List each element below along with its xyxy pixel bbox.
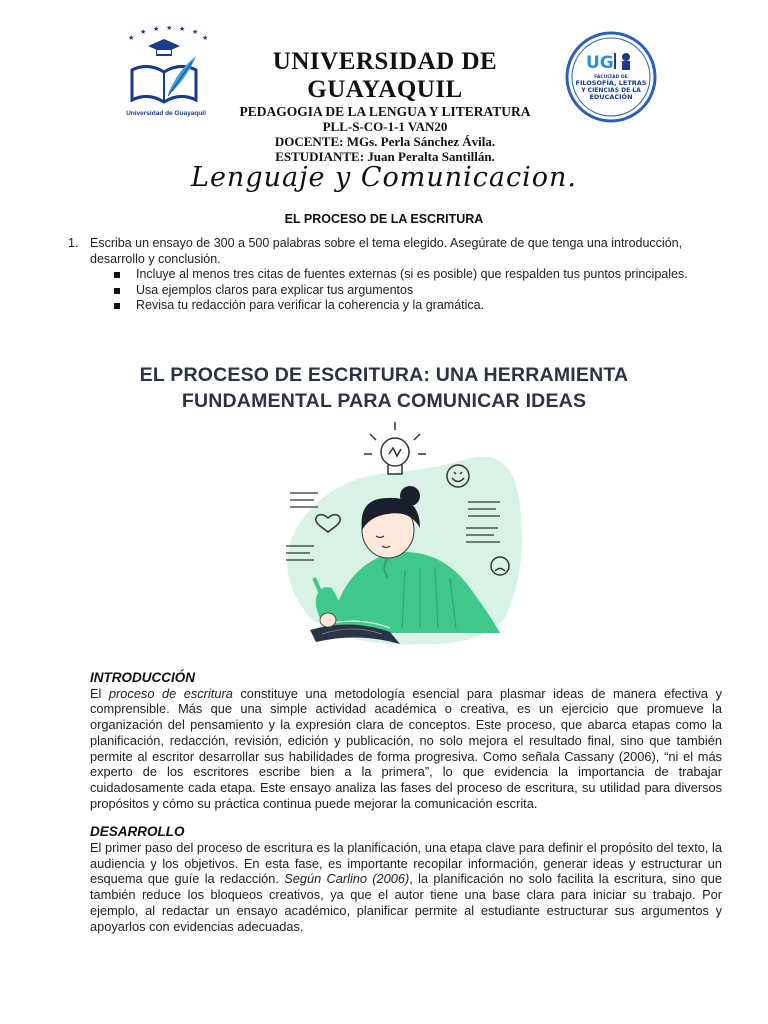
course-title: Lenguaje y Comunicacion. [191, 162, 577, 193]
introduction-paragraph [90, 686, 722, 812]
essay-title-line-1: EL PROCESO DE ESCRITURA: UNA HERRAMIENTA [139, 364, 629, 386]
spacer [90, 811, 722, 824]
faculty-logo-badge: UG [586, 53, 614, 73]
header-text-block [200, 24, 570, 164]
svg-text:★: ★ [192, 28, 199, 36]
development-heading: DESARROLLO [90, 824, 185, 840]
faculty-line-4: EDUCACIÓN [589, 93, 633, 101]
instruction-main: Escriba un ensayo de 300 a 500 palabras sobre el tema elegido. Asegúrate de que tenga una introducción, desarrollo y conclusión. [90, 236, 683, 266]
faculty-line-1: FACULTAD DE [594, 75, 628, 80]
dev-text-italic: Según Carlino (2006) [284, 871, 410, 887]
course-code: PLL-S-CO-1-1 VAN20 [322, 119, 448, 134]
document-header [0, 24, 768, 164]
development-paragraph [90, 840, 722, 934]
faculty-logo [564, 30, 658, 124]
list-item: Incluye al menos tres citas de fuentes externas (si es posible) que respalden tus puntos principales. [112, 267, 708, 283]
intro-text-rest: constituye una metodología esencial para plasmar ideas de manera efectiva y comprensible. Más que una simple actividad académica o creativa, es un ejercicio que promueve la organización del pensamiento y la expresión clara de conceptos. Este proceso, que abarca etapas como la planificación, redacción, revisión, edición y publicación, no solo mejora el resultado final, sino que también permite al escritor desarrollar sus habilidades de forma progresiva. Como señala Cassany (2006), “ni el más experto de los escritores escribe bien a la primera”, lo que evidencia la importancia de trabajar cuidadosamente cada etapa. Este ensayo analiza las fases del proceso de escritura, su utilidad para diversos propósitos y cómo su práctica continua puede mejorar la comunicación escrita. [90, 685, 722, 811]
logo-caption: Universidad de Guayaquil [126, 110, 206, 117]
svg-text:★: ★ [179, 26, 186, 33]
teacher-name: DOCENTE: MGs. Perla Sánchez Ávila. [274, 134, 496, 149]
svg-text:★: ★ [140, 28, 147, 36]
list-item: Usa ejemplos claros para explicar tus argumentos [112, 283, 708, 299]
university-name: UNIVERSIDAD DE GUAYAQUIL [272, 48, 498, 103]
essay-title [0, 362, 768, 414]
essay-title-line-2: FUNDAMENTAL PARA COMUNICAR IDEAS [181, 390, 587, 412]
instruction-number: 1. [68, 236, 79, 250]
intro-text-start: El [90, 685, 109, 701]
dev-text-start: El primer paso del proceso de escritura es la planificación, una etapa clave para definir el propósito del texto, la audiencia y los objetivos. En esta fase, es importante recopilar información, generar ideas y estructurar un esquema que guíe la redacción. [90, 840, 722, 887]
svg-text:★: ★ [202, 34, 209, 42]
svg-text:★: ★ [166, 26, 173, 32]
list-item: Revisa tu redacción para verificar la coherencia y la gramática. [112, 298, 708, 314]
svg-text:★: ★ [128, 34, 135, 42]
student-writing-illustration [270, 418, 530, 653]
instructions [68, 236, 708, 314]
faculty-line-2: FILOSOFÍA, LETRAS [575, 79, 647, 87]
instruction-bullets [112, 267, 708, 314]
svg-text:★: ★ [153, 26, 160, 33]
faculty-line-3: Y CIENCIAS DE LA [581, 87, 641, 94]
student-name: ESTUDIANTE: Juan Peralta Santillán. [275, 149, 495, 164]
dev-text-rest: , la planificación no solo facilita la escritura, sino que también reduce los bloqueos creativos, ya que el autor tiene una base clara para iniciar su trabajo. Por ejemplo, al redactar un ensayo académico, planificar permite al estudiante estructurar sus argumentos y apoyarlos con evidencias adecuadas. [90, 871, 722, 934]
essay-body [90, 670, 722, 934]
program-name: PEDAGOGIA DE LA LENGUA Y LITERATURA [239, 104, 531, 119]
introduction-heading: INTRODUCCIÓN [90, 670, 195, 685]
assignment-subtitle: EL PROCESO DE LA ESCRITURA [284, 212, 484, 226]
lightbulb-icon [364, 422, 426, 474]
intro-text-italic: proceso de escritura [108, 685, 233, 701]
